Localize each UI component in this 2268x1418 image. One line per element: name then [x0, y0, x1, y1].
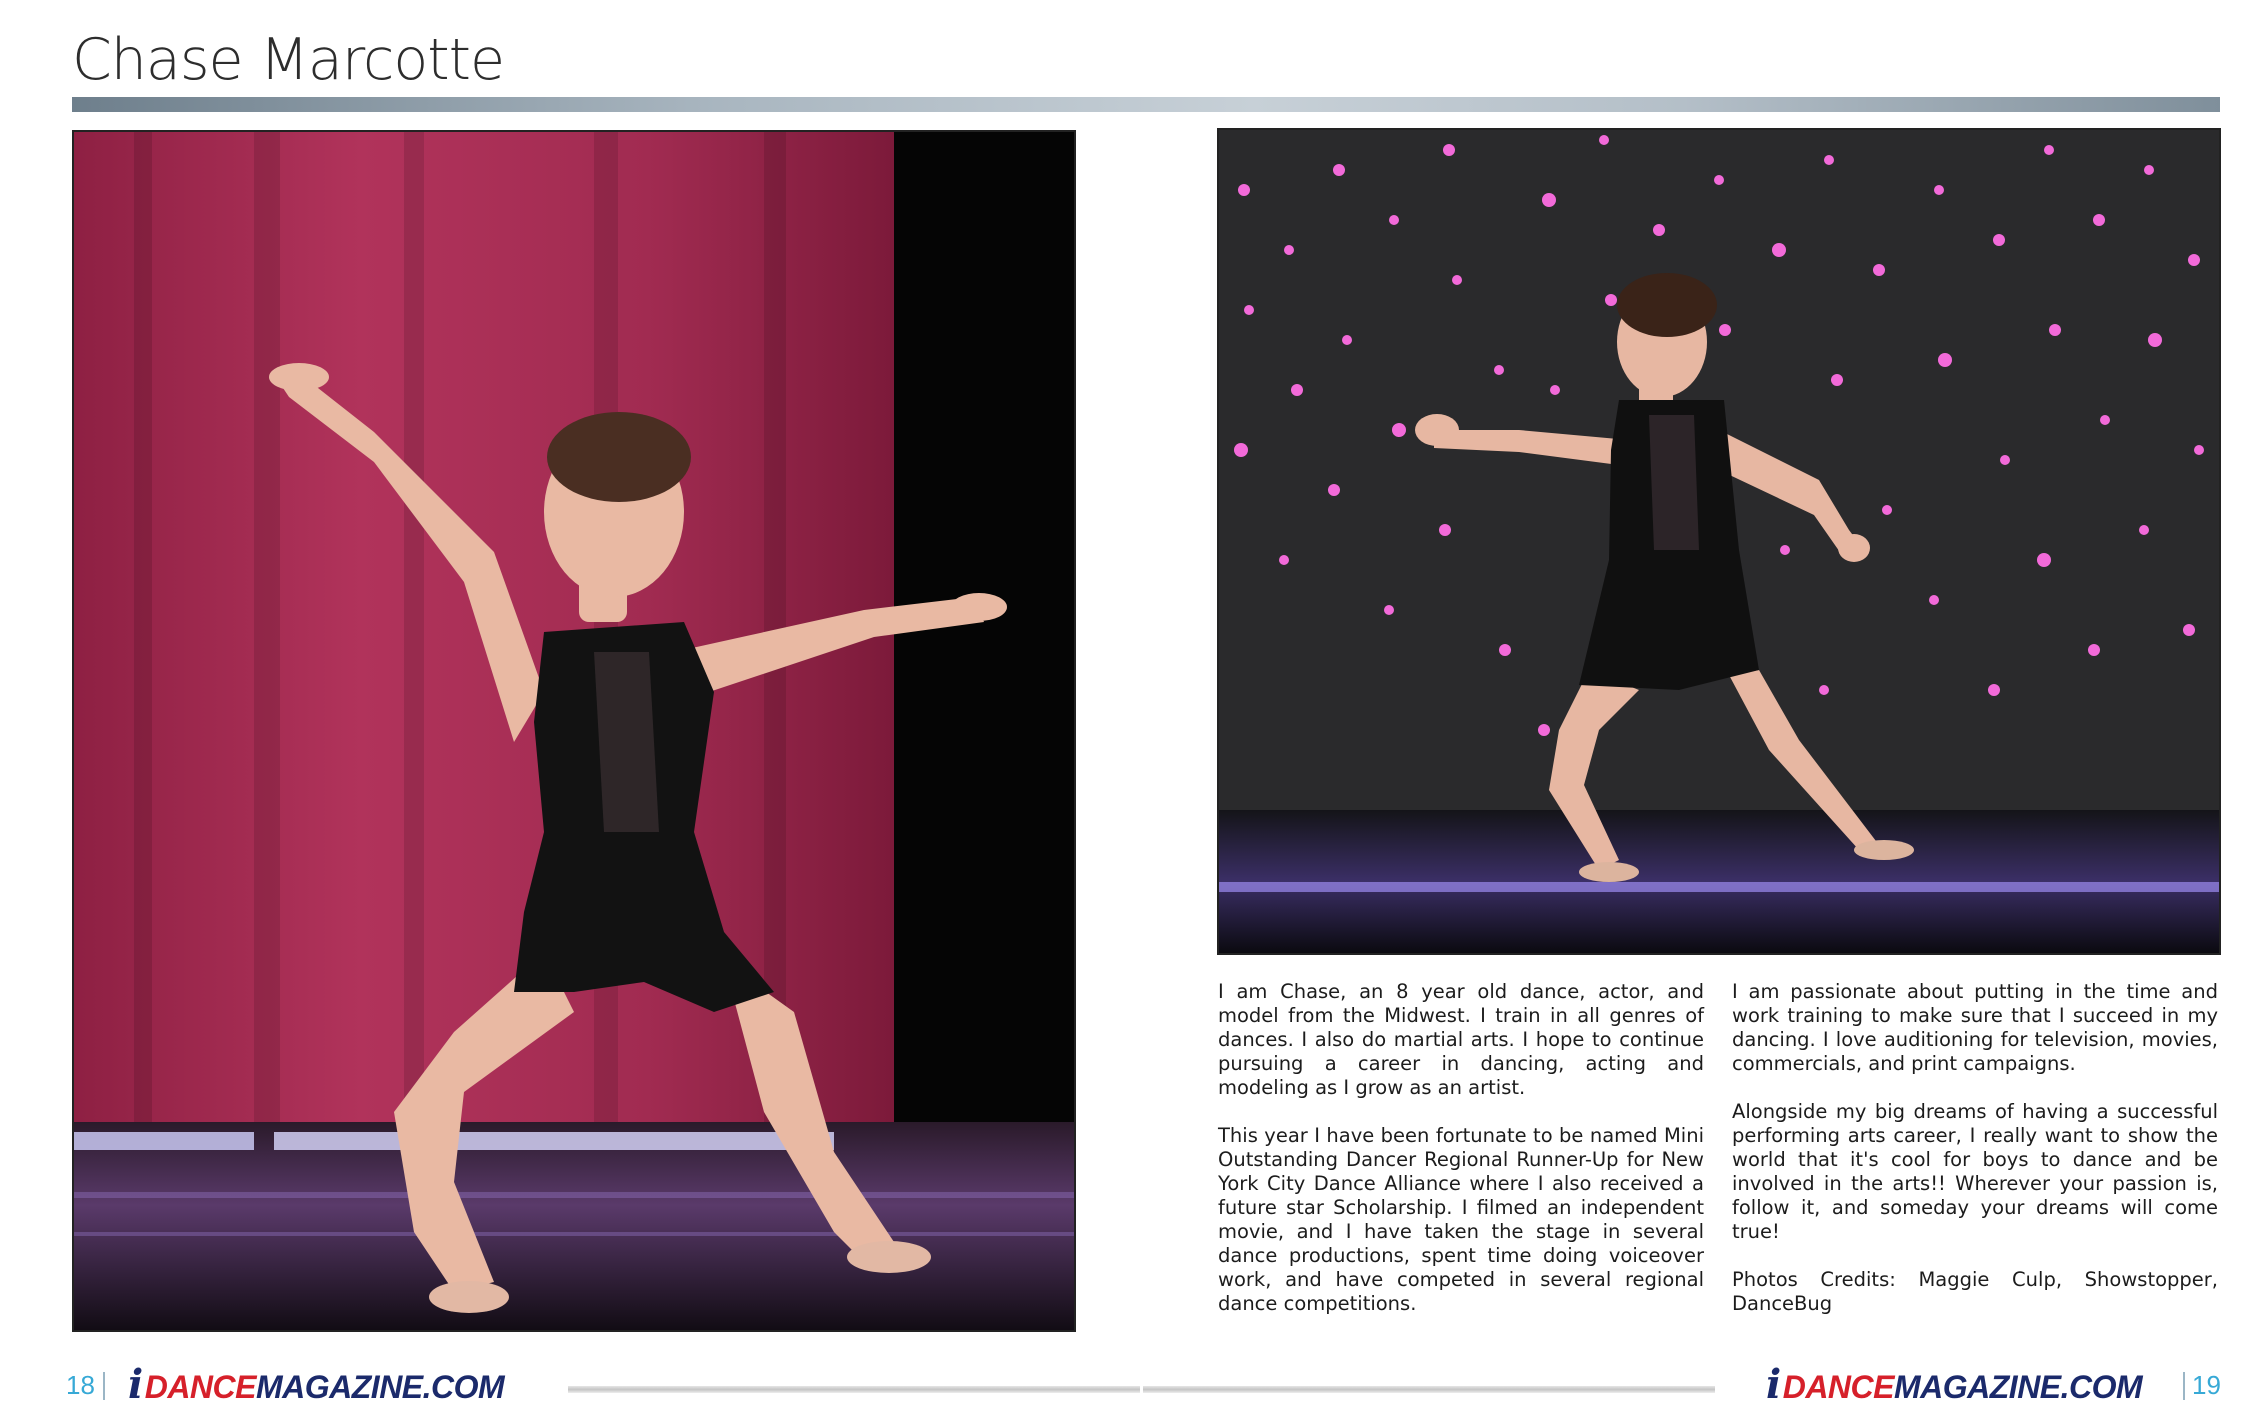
- page-title: Chase Marcotte: [72, 27, 505, 93]
- page-number-divider: [2183, 1372, 2185, 1400]
- page-footer: [0, 1360, 2268, 1410]
- title-underline-bar: [72, 97, 2220, 112]
- left-page-number: 18: [66, 1370, 95, 1400]
- dancer-photo-pink-lights-icon: [1219, 130, 2219, 953]
- magazine-logo-left: [128, 1361, 505, 1408]
- photo-credits: Photos Credits: Maggie Culp, Showstopper, DanceBug: [1732, 1268, 2218, 1315]
- logo-magazine: MAGAZINE.COM: [255, 1369, 505, 1405]
- article-column-2: [1732, 980, 2218, 1340]
- logo-magazine: MAGAZINE.COM: [1893, 1369, 2143, 1405]
- article-paragraph: I am passionate about putting in the time and work training to make sure that I succeed in my dancing. I love auditioning for television, movies, commercials, and print campaigns.: [1732, 980, 2218, 1075]
- article-paragraph: This year I have been fortunate to be named Mini Outstanding Dancer Regional Runner-Up for New York City Dance Alliance where I also received a future star Scholarship. I filmed an independent movie, and I have taken the stage in several dance productions, spent time doing voiceover work, and have competed in several regional dance competitions.: [1218, 1124, 1704, 1315]
- logo-dance: DANCE: [144, 1369, 256, 1405]
- page-number-divider: [103, 1372, 105, 1400]
- magazine-logo-right: [1766, 1361, 2143, 1408]
- article-paragraph: I am Chase, an 8 year old dance, actor, and model from the Midwest. I train in all genres of dances. I also do martial arts. I hope to continue pursuing a career in dancing, acting and modeling as I grow as an artist.: [1218, 980, 1704, 1099]
- footer-divider-left: [568, 1386, 1140, 1393]
- right-page-number: 19: [2192, 1370, 2221, 1400]
- dancer-photo-red-curtain-icon: [74, 132, 1074, 1330]
- article-column-1: [1218, 980, 1704, 1340]
- logo-dance: DANCE: [1782, 1369, 1894, 1405]
- footer-divider-right: [1143, 1386, 1715, 1393]
- article-body: [1218, 980, 2218, 1340]
- logo-i: i: [1766, 1361, 1781, 1408]
- logo-i: i: [128, 1361, 143, 1408]
- article-paragraph: Alongside my big dreams of having a successful performing arts career, I really want to show the world that it's cool for boys to dance and be involved in the arts!! Wherever your passion is, follow it, and someday your dreams will come true!: [1732, 1100, 2218, 1243]
- right-dancer-photo: [1217, 128, 2221, 955]
- left-dancer-photo: [72, 130, 1076, 1332]
